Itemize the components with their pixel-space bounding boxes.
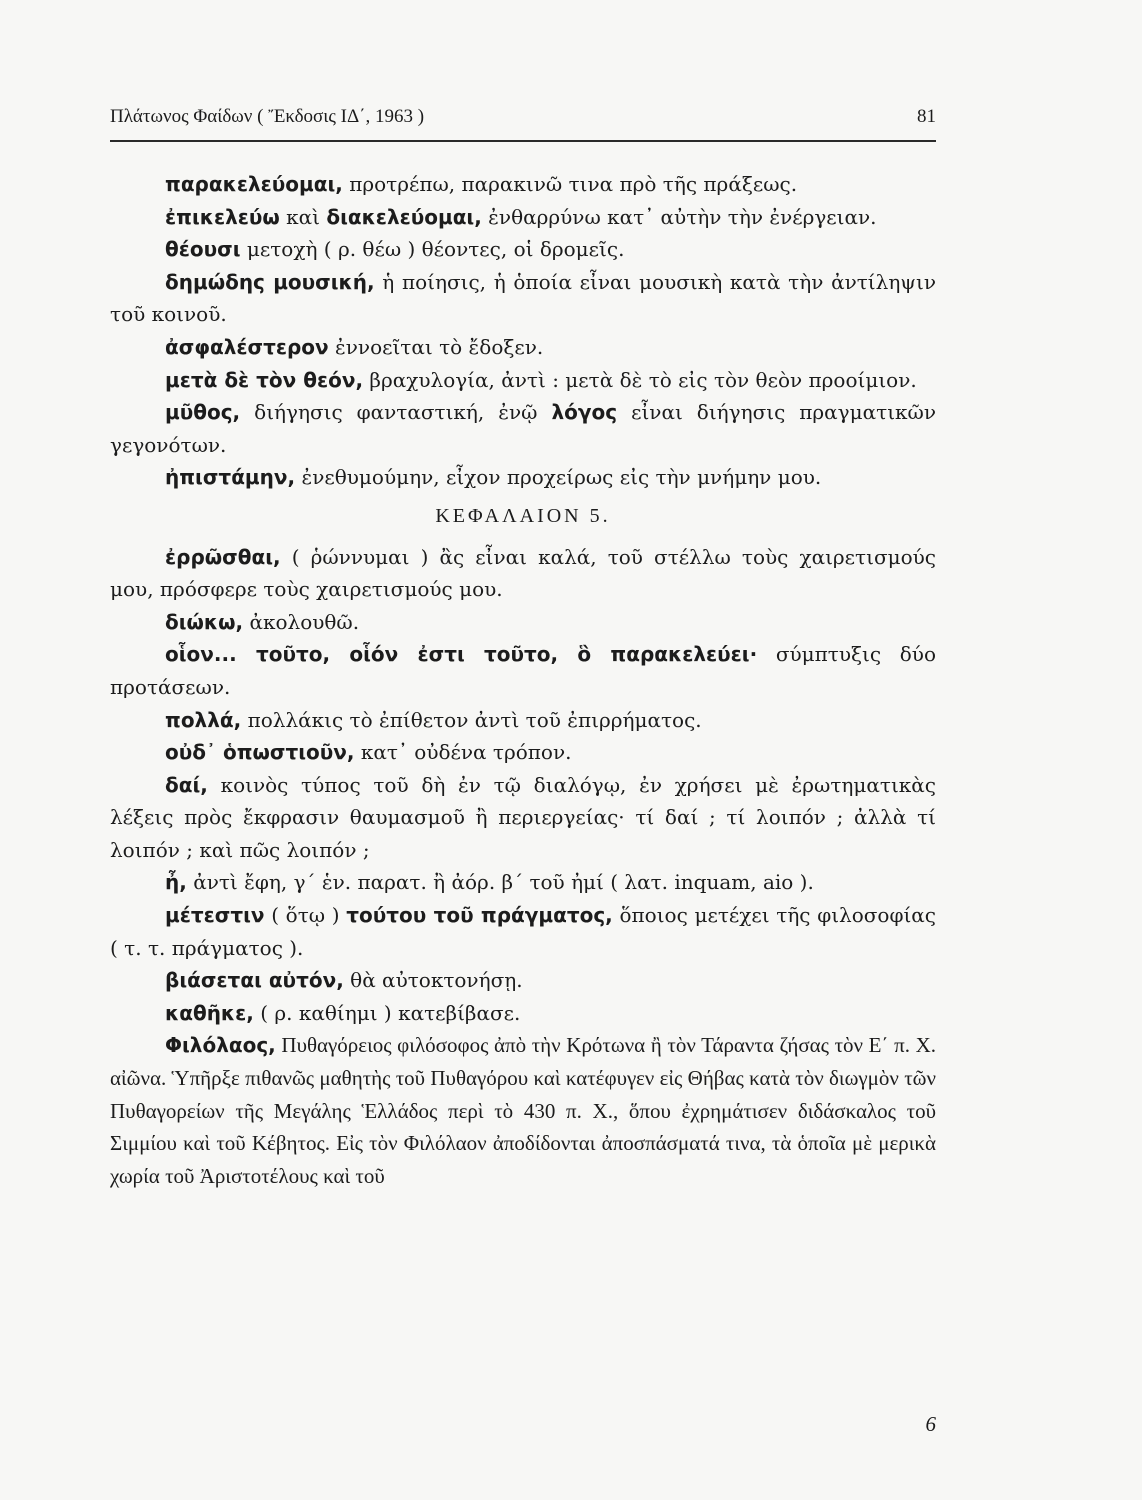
gloss-entry [110, 1029, 936, 1192]
page-number: 81 [917, 106, 936, 127]
gloss-definition: κοινὸς τύπος τοῦ δὴ ἐν τῷ διαλόγῳ, ἐν χρήσει μὲ ἐρωτηματικὰς λέξεις πρὸς ἔκφρασιν θαυμασμοῦ ἢ περιεργείας· τί δαί ; τί λοιπόν ; ἀλλὰ τί λοιπόν ; καὶ πῶς λοιπόν ; [110, 772, 936, 862]
gloss-term: μετὰ δὲ τὸν θεόν, [165, 367, 364, 392]
gloss-term: δημώδης μουσική, [165, 269, 375, 294]
gloss-entry [110, 233, 936, 266]
gloss-term: ἠπιστάμην, [165, 465, 296, 490]
running-title: Πλάτωνος Φαίδων ( Ἔκδοσις ΙΔ΄, 1963 ) [110, 106, 425, 127]
gloss-definition: ( ῥώννυμαι ) ἂς εἶναι καλά, τοῦ στέλλω τοὺς χαιρετισμούς μου, πρόσφερε τοὺς χαιρετισμούς μου. [110, 544, 936, 602]
gloss-term: λόγος [551, 400, 618, 425]
gloss-definition: ἀκολουθῶ. [243, 609, 360, 634]
gloss-entry [110, 541, 936, 606]
gloss-definition: βραχυλογία, ἀντὶ : μετὰ δὲ τὸ εἰς τὸν θεὸν προοίμιον. [363, 367, 917, 392]
gloss-entry [110, 396, 936, 461]
gloss-term: διώκω, [165, 609, 244, 634]
gloss-entry [110, 997, 936, 1030]
gloss-term: πολλά, [165, 707, 242, 732]
gloss-definition: ἐνεθυμούμην, εἶχον προχείρως εἰς τὴν μνήμην μου. [295, 465, 822, 490]
gloss-term: βιάσεται αὐτόν, [165, 968, 344, 993]
gloss-term: ἀσφαλέστερον [165, 334, 329, 359]
glossary-body [110, 168, 936, 1192]
chapter-heading: ΚΕΦΑΛΑΙΟΝ 5. [435, 504, 611, 527]
gloss-term: οὐδ᾽ ὁπωστιοῦν, [165, 740, 355, 765]
gloss-definition: Πυθαγόρειος φιλόσοφος ἀπὸ τὴν Κρότωνα ἢ τὸν Τάραντα ζήσας τὸν Ε΄ π. Χ. αἰῶνα. Ὑπῆρξε πιθανῶς μαθητὴς τοῦ Πυθαγόρου καὶ κατέφυγεν εἰς Θήβας κατὰ τὸν διωγμὸν τῶν Πυθαγορείων τῆς Μεγάλης Ἑλλάδος περὶ τὸ 430 π. Χ., ὅπου ἐχρημάτισεν διδάσκαλος τοῦ Σιμμίου καὶ τοῦ Κέβητος. Εἰς τὸν Φιλόλαον ἀποδίδονται ἀποσπάσματά τινα, τὰ ὁποῖα μὲ μερικὰ χωρία τοῦ Ἀριστοτέλους καὶ τοῦ [110, 1033, 936, 1188]
gloss-entry [110, 461, 936, 494]
gloss-definition: ( ρ. καθίημι ) κατεβίβασε. [253, 1000, 521, 1025]
gloss-definition: ( ὅτῳ ) [264, 903, 347, 928]
signature-mark: 6 [925, 1412, 936, 1436]
gloss-entry [110, 899, 936, 964]
gloss-definition: κατ᾽ οὐδένα τρόπον. [354, 740, 572, 765]
gloss-term: μῦθος, [165, 400, 241, 425]
running-header [110, 100, 936, 142]
gloss-definition: θὰ αὐτοκτονήσῃ. [343, 968, 523, 993]
gloss-entry [110, 866, 936, 899]
gloss-entry [110, 266, 936, 331]
gloss-entry [110, 704, 936, 737]
gloss-term: δαί, [165, 772, 208, 797]
gloss-entry [110, 606, 936, 639]
gloss-term: τούτου τοῦ πράγματος, [346, 903, 613, 928]
gloss-definition: εἶναι διήγησις πραγματικῶν γεγονότων. [110, 400, 937, 457]
gloss-entry [110, 331, 936, 364]
gloss-term: ἦ, [165, 870, 187, 895]
gloss-entry [110, 168, 936, 201]
gloss-term: παρακελεύομαι, [165, 172, 343, 196]
gloss-term: μέτεστιν [165, 903, 265, 928]
gloss-definition: μετοχὴ ( ρ. θέω ) θέοντες, οἱ δρομεῖς. [240, 237, 625, 262]
gloss-term: θέουσι [165, 237, 241, 262]
gloss-definition: ὅποιος μετέχει τῆς φιλοσοφίας ( τ. τ. πράγματος ). [110, 903, 937, 960]
gloss-definition: ἐννοεῖται τὸ ἔδοξεν. [328, 334, 544, 359]
gloss-term: ἐρρῶσθαι, [165, 544, 281, 569]
gloss-definition: διήγησις φανταστική, ἐνῷ [240, 400, 552, 425]
gloss-entry [110, 201, 936, 234]
gloss-definition: σύμπτυξις δύο προτάσεων. [110, 642, 936, 699]
gloss-entry [110, 638, 936, 703]
gloss-definition: προτρέπω, παρακινῶ τινα πρὸ τῆς πράξεως. [342, 172, 798, 196]
gloss-term: οἷον... τοῦτο, οἷόν ἐστι τοῦτο, ὃ παρακελεύει· [165, 642, 758, 667]
gloss-connector: καὶ [279, 204, 327, 229]
gloss-term: καθῆκε, [165, 1000, 254, 1025]
gloss-term: ἐπικελεύω [165, 204, 280, 229]
gloss-definition: ἐνθαρρύνω κατ᾽ αὐτὴν τὴν ἐνέργειαν. [481, 204, 877, 229]
gloss-entry [110, 964, 936, 997]
gloss-entry [110, 364, 936, 397]
gloss-definition: ἀντὶ ἔφη, γ΄ ἑν. παρατ. ἢ ἀόρ. β΄ τοῦ ἠμί ( λατ. inquam, aio ). [186, 870, 814, 895]
gloss-definition: πολλάκις τὸ ἐπίθετον ἀντὶ τοῦ ἐπιρρήματος. [241, 707, 702, 732]
gloss-entry [110, 769, 936, 867]
gloss-entry [110, 736, 936, 769]
gloss-term: Φιλόλαος, [165, 1033, 276, 1058]
gloss-term: διακελεύομαι, [326, 204, 482, 229]
gloss-definition: ἡ ποίησις, ἡ ὁποία εἶναι μουσικὴ κατὰ τὴν ἀντίληψιν τοῦ κοινοῦ. [110, 269, 936, 327]
